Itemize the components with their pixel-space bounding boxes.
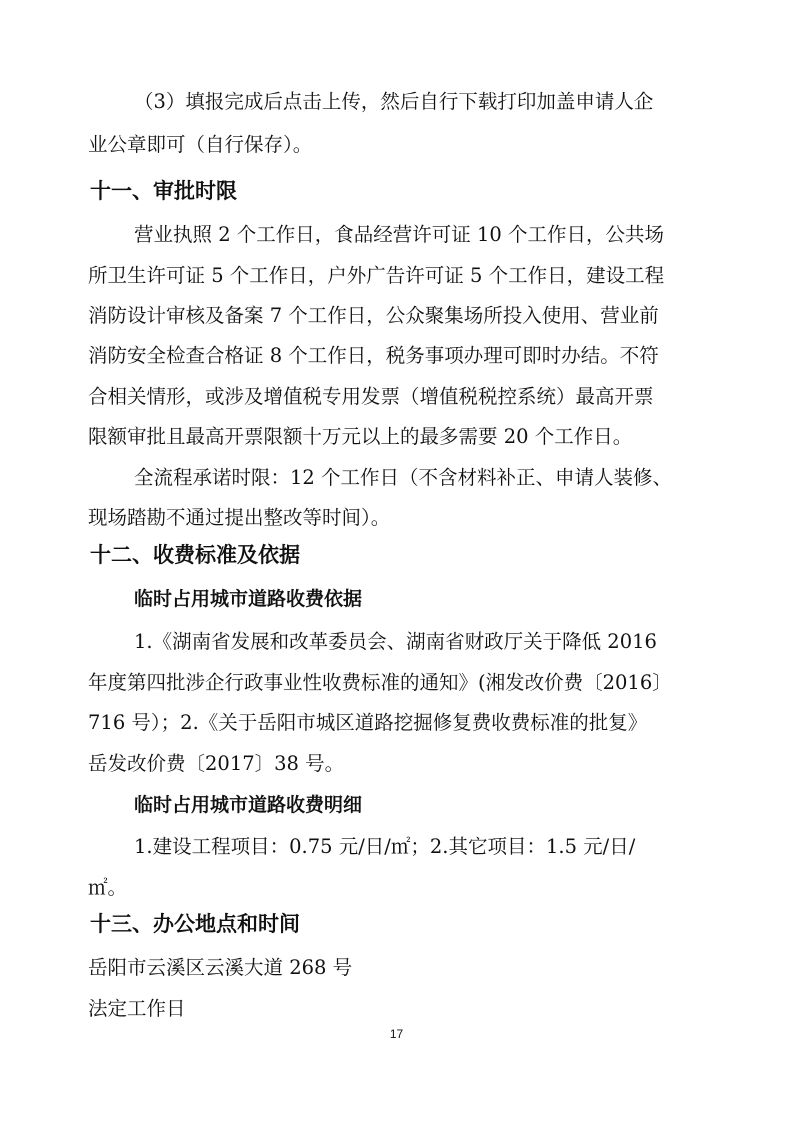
office-address: 岳阳市云溪区云溪大道 268 号 — [88, 956, 353, 979]
approval-line-2: 所卫生许可证 5 个工作日，户外广告许可证 5 个工作日，建设工程 — [88, 264, 665, 287]
fee-basis-line-2: 年度第四批涉企行政事业性收费标准的通知》(湘发改价费〔2016〕 — [88, 671, 672, 694]
approval-line-6: 限额审批且最高开票限额十万元以上的最多需要 20 个工作日。 — [88, 425, 633, 448]
step3-line-2: 业公章即可（自行保存）。 — [88, 133, 313, 156]
fee-basis-line-1: 1.《湖南省发展和改革委员会、湖南省财政厅关于降低 2016 — [134, 630, 657, 653]
fee-detail-title: 临时占用城市道路收费明细 — [134, 794, 363, 816]
section-heading-approval-time: 十一、审批时限 — [90, 179, 237, 203]
fee-basis-line-3: 716 号）；2.《关于岳阳市城区道路挖掘修复费收费标准的批复》 — [88, 711, 648, 734]
section-heading-office: 十三、办公地点和时间 — [90, 912, 300, 936]
approval-line-7: 全流程承诺时限：12 个工作日（不含材料补正、申请人装修、 — [134, 466, 673, 489]
approval-line-4: 消防安全检查合格证 8 个工作日，税务事项办理可即时办结。不符 — [88, 344, 659, 367]
step3-line-1: （3）填报完成后点击上传，然后自行下载打印加盖申请人企 — [134, 90, 654, 113]
office-hours: 法定工作日 — [88, 997, 186, 1020]
approval-line-5: 合相关情形，或涉及增值税专用发票（增值税税控系统）最高开票 — [88, 385, 654, 408]
fee-detail-line-1: 1.建设工程项目：0.75 元/日/㎡；2.其它项目：1.5 元/日/ — [134, 835, 636, 858]
approval-line-8: 现场踏勘不通过提出整改等时间）。 — [88, 506, 391, 529]
fee-basis-line-4: 岳发改价费〔2017〕38 号。 — [88, 752, 345, 775]
approval-line-3: 消防设计审核及备案 7 个工作日，公众聚集场所投入使用、营业前 — [88, 304, 659, 327]
page-number: 17 — [389, 1027, 404, 1041]
fee-basis-title: 临时占用城市道路收费依据 — [134, 588, 363, 610]
fee-detail-line-2: ㎡。 — [88, 876, 128, 899]
approval-line-1: 营业执照 2 个工作日，食品经营许可证 10 个工作日，公共场 — [134, 223, 665, 246]
section-heading-fees: 十二、收费标准及依据 — [90, 543, 300, 567]
